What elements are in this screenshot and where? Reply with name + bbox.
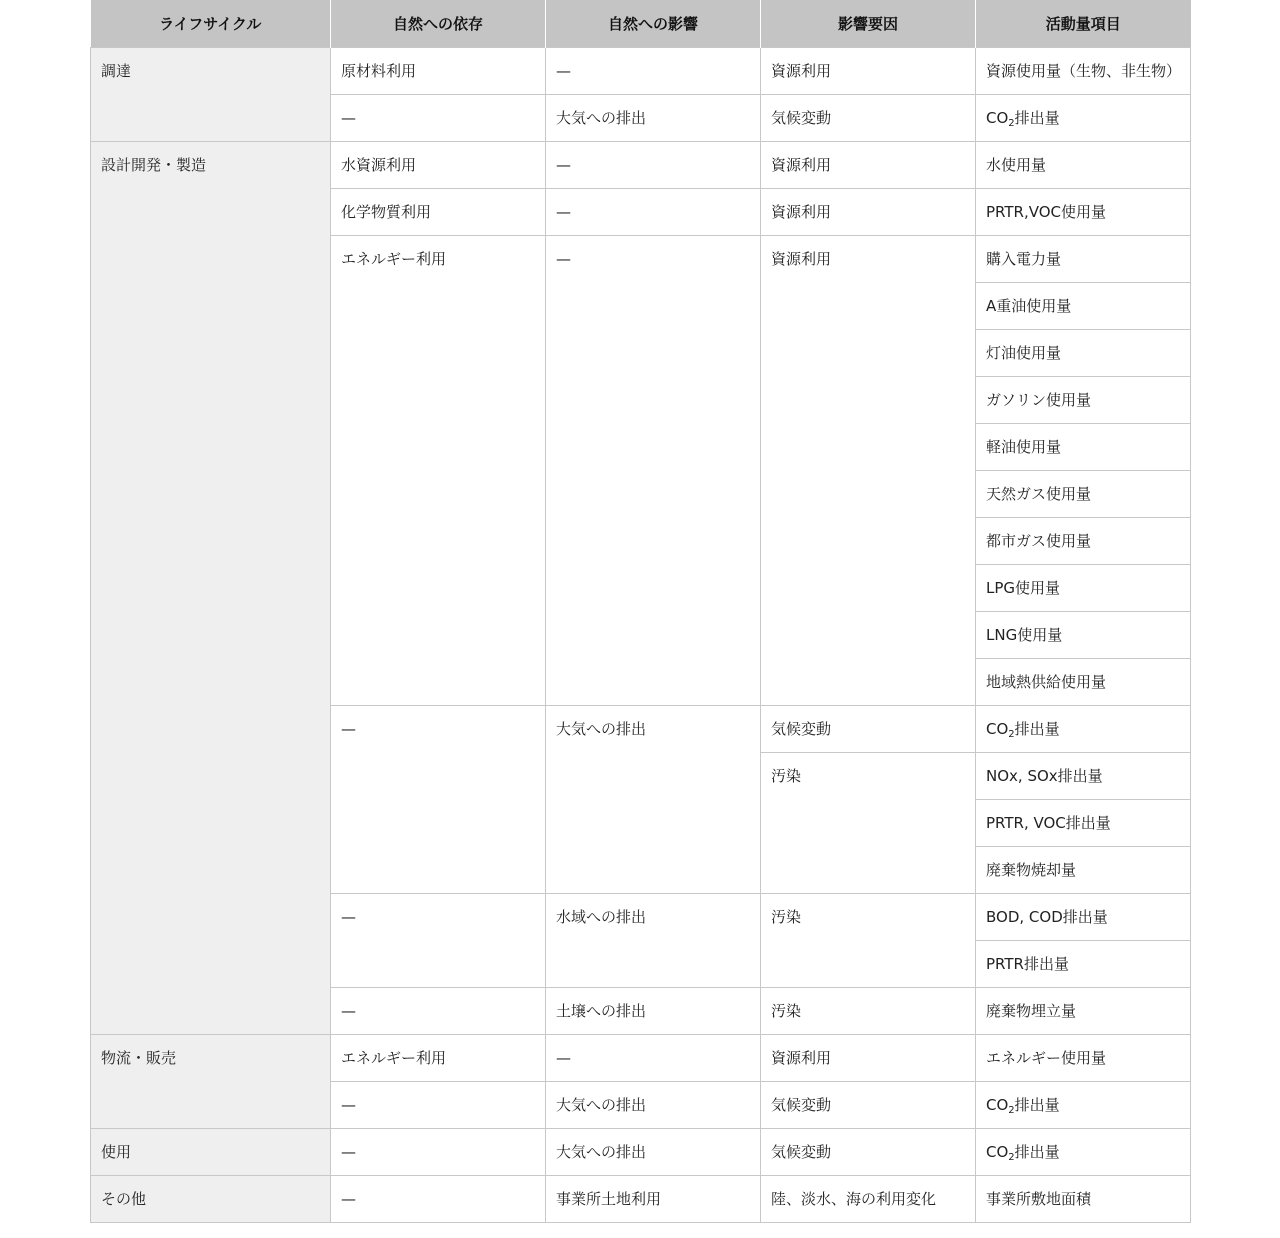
header-factor: 影響要因 — [761, 0, 976, 48]
factor-cell: 汚染 — [761, 894, 976, 988]
activity-cell: LPG使用量 — [976, 565, 1191, 612]
dependency-cell: — — [331, 706, 546, 894]
factor-cell: 汚染 — [761, 988, 976, 1035]
co2-prefix: CO — [986, 1143, 1009, 1161]
table-row — [91, 1035, 1191, 1082]
co2-prefix: CO — [986, 720, 1009, 738]
co2-suffix: 排出量 — [1014, 1143, 1060, 1161]
table-header-row — [91, 0, 1191, 48]
co2-suffix: 排出量 — [1014, 720, 1060, 738]
header-activity: 活動量項目 — [976, 0, 1191, 48]
lifecycle-table-container — [90, 0, 1190, 1223]
activity-cell: 軽油使用量 — [976, 424, 1191, 471]
dependency-cell: 水資源利用 — [331, 142, 546, 189]
impact-cell: 大気への排出 — [546, 1082, 761, 1129]
impact-cell: 大気への排出 — [546, 95, 761, 142]
impact-cell: — — [546, 236, 761, 706]
header-lifecycle: ライフサイクル — [91, 0, 331, 48]
activity-cell: 廃棄物焼却量 — [976, 847, 1191, 894]
activity-cell: PRTR, VOC排出量 — [976, 800, 1191, 847]
factor-cell: 資源利用 — [761, 48, 976, 95]
co2-suffix: 排出量 — [1014, 109, 1060, 127]
header-dependency: 自然への依存 — [331, 0, 546, 48]
lifecycle-cell: 設計開発・製造 — [91, 142, 331, 1035]
activity-cell: 地域熱供給使用量 — [976, 659, 1191, 706]
activity-cell: 資源使用量（生物、非生物） — [976, 48, 1191, 95]
factor-cell: 気候変動 — [761, 1082, 976, 1129]
activity-cell: 廃棄物埋立量 — [976, 988, 1191, 1035]
co2-subscript: 2 — [1008, 118, 1015, 129]
co2-subscript: 2 — [1008, 729, 1015, 740]
dependency-cell: 原材料利用 — [331, 48, 546, 95]
dependency-cell: — — [331, 1176, 546, 1223]
factor-cell: 汚染 — [761, 753, 976, 894]
dependency-cell: エネルギー利用 — [331, 1035, 546, 1082]
co2-prefix: CO — [986, 109, 1009, 127]
dependency-cell: — — [331, 988, 546, 1035]
impact-cell: 水域への排出 — [546, 894, 761, 988]
co2-suffix: 排出量 — [1014, 1096, 1060, 1114]
activity-cell: BOD, COD排出量 — [976, 894, 1191, 941]
lifecycle-cell: 使用 — [91, 1129, 331, 1176]
activity-cell: 灯油使用量 — [976, 330, 1191, 377]
impact-cell: 事業所土地利用 — [546, 1176, 761, 1223]
co2-subscript: 2 — [1008, 1105, 1015, 1116]
activity-cell: LNG使用量 — [976, 612, 1191, 659]
lifecycle-nature-table — [90, 0, 1191, 1223]
factor-cell: 資源利用 — [761, 236, 976, 706]
factor-cell: 気候変動 — [761, 706, 976, 753]
activity-cell: 都市ガス使用量 — [976, 518, 1191, 565]
activity-cell — [976, 706, 1191, 753]
table-row — [91, 1129, 1191, 1176]
factor-cell: 資源利用 — [761, 1035, 976, 1082]
activity-cell: 購入電力量 — [976, 236, 1191, 283]
lifecycle-cell: その他 — [91, 1176, 331, 1223]
activity-cell: A重油使用量 — [976, 283, 1191, 330]
impact-cell: 大気への排出 — [546, 706, 761, 894]
activity-cell: ガソリン使用量 — [976, 377, 1191, 424]
dependency-cell: — — [331, 95, 546, 142]
activity-cell — [976, 1129, 1191, 1176]
table-row — [91, 48, 1191, 95]
activity-cell: PRTR排出量 — [976, 941, 1191, 988]
factor-cell: 気候変動 — [761, 1129, 976, 1176]
activity-cell: PRTR,VOC使用量 — [976, 189, 1191, 236]
impact-cell: 大気への排出 — [546, 1129, 761, 1176]
co2-subscript: 2 — [1008, 1152, 1015, 1163]
activity-cell — [976, 95, 1191, 142]
activity-cell: NOx, SOx排出量 — [976, 753, 1191, 800]
table-row — [91, 142, 1191, 189]
impact-cell: — — [546, 189, 761, 236]
dependency-cell: — — [331, 894, 546, 988]
header-impact: 自然への影響 — [546, 0, 761, 48]
lifecycle-cell: 調達 — [91, 48, 331, 142]
dependency-cell: — — [331, 1082, 546, 1129]
co2-prefix: CO — [986, 1096, 1009, 1114]
activity-cell: 水使用量 — [976, 142, 1191, 189]
lifecycle-cell: 物流・販売 — [91, 1035, 331, 1129]
dependency-cell: エネルギー利用 — [331, 236, 546, 706]
factor-cell: 資源利用 — [761, 142, 976, 189]
activity-cell: エネルギー使用量 — [976, 1035, 1191, 1082]
impact-cell: 土壌への排出 — [546, 988, 761, 1035]
dependency-cell: — — [331, 1129, 546, 1176]
impact-cell: — — [546, 48, 761, 95]
impact-cell: — — [546, 142, 761, 189]
activity-cell — [976, 1082, 1191, 1129]
activity-cell: 天然ガス使用量 — [976, 471, 1191, 518]
factor-cell: 陸、淡水、海の利用変化 — [761, 1176, 976, 1223]
dependency-cell: 化学物質利用 — [331, 189, 546, 236]
table-row — [91, 1176, 1191, 1223]
impact-cell: — — [546, 1035, 761, 1082]
factor-cell: 気候変動 — [761, 95, 976, 142]
activity-cell: 事業所敷地面積 — [976, 1176, 1191, 1223]
factor-cell: 資源利用 — [761, 189, 976, 236]
